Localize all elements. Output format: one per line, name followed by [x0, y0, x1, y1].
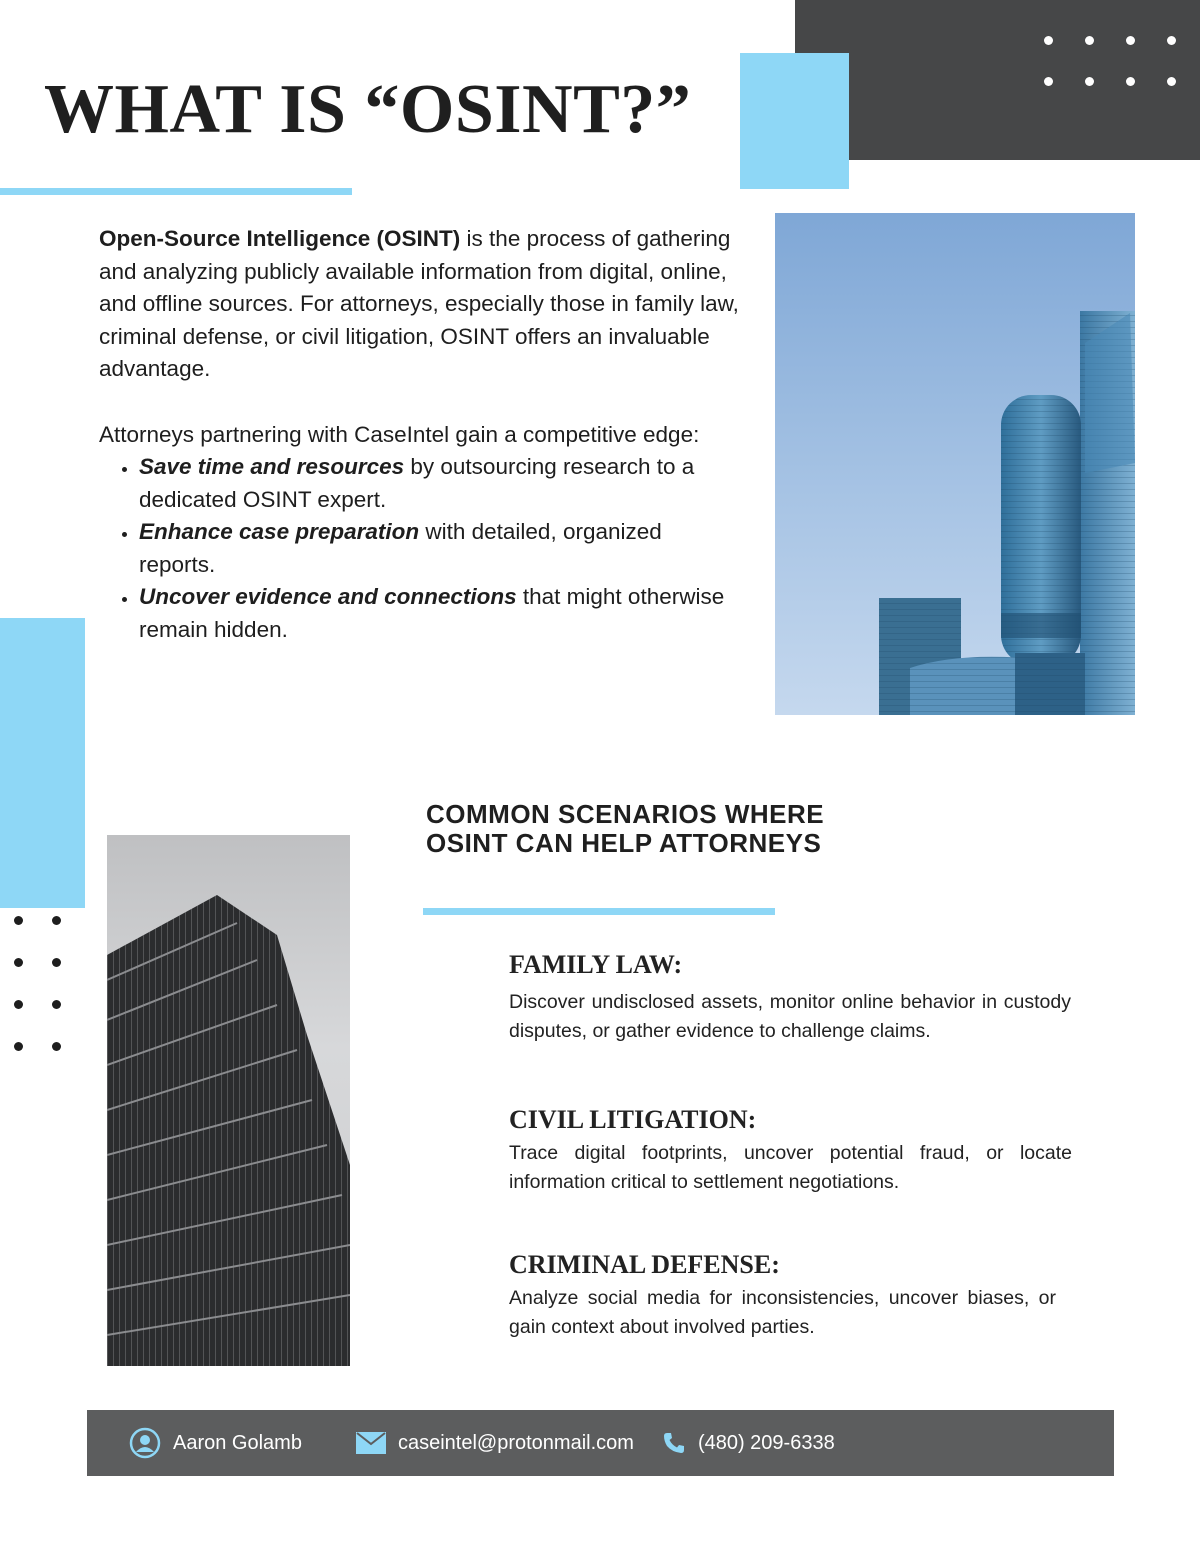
intro-paragraph [99, 223, 739, 386]
dot-pattern-top-right [1044, 36, 1175, 86]
scenario-criminal-defense [509, 1250, 1056, 1342]
scenario-text: Analyze social media for inconsistencies, uncover biases, or gain context about involved parties. [509, 1287, 1056, 1338]
intro-section [99, 223, 739, 646]
contact-name: Aaron Golamb [129, 1427, 302, 1459]
skyscrapers-illustration [775, 213, 1135, 715]
list-item: • Enhance case preparation with detailed, organized reports. [139, 516, 739, 581]
header-accent-square [740, 53, 849, 189]
scenario-civil-litigation [509, 1105, 1072, 1197]
page-title: WHAT IS “OSINT?” [44, 71, 692, 148]
list-item: • Uncover evidence and connections that might otherwise remain hidden. [139, 581, 739, 646]
mail-icon [356, 1432, 386, 1454]
left-accent-bar [0, 618, 85, 908]
contact-footer [87, 1410, 1114, 1476]
dot-pattern-left [14, 916, 60, 1051]
phone-icon [662, 1431, 686, 1455]
benefits-list [99, 451, 739, 646]
scenario-heading: FAMILY LAW: [509, 950, 683, 979]
partner-text: Attorneys partnering with CaseIntel gain a competitive edge: [99, 421, 700, 447]
contact-phone[interactable]: (480) 209-6338 [662, 1431, 835, 1455]
scenario-heading: CRIMINAL DEFENSE: [509, 1250, 780, 1279]
scenarios-underline [423, 908, 775, 915]
list-item: • Save time and resources by outsourcing research to a dedicated OSINT expert. [139, 451, 739, 516]
skyscrapers-photo [775, 213, 1135, 715]
building-illustration [107, 835, 350, 1366]
title-underline [0, 188, 352, 195]
scenarios-title: COMMON SCENARIOS WHERE OSINT CAN HELP ATTORNEYS [426, 799, 825, 858]
user-icon [129, 1427, 161, 1459]
scenario-text: Discover undisclosed assets, monitor online behavior in custody disputes, or gather evidence to challenge claims. [509, 991, 1071, 1042]
contact-email[interactable]: caseintel@protonmail.com [356, 1432, 634, 1455]
scenario-text: Trace digital footprints, uncover potential fraud, or locate information critical to settlement negotiations. [509, 1142, 1072, 1193]
scenario-family-law [509, 950, 1071, 1046]
building-photo [107, 835, 350, 1366]
intro-lead-bold: Open-Source Intelligence (OSINT) [99, 226, 461, 251]
scenario-heading: CIVIL LITIGATION: [509, 1105, 757, 1134]
intro-lead-rest: is the process of gathering and analyzing publicly available information from digital, online, and offline sources. For attorneys, especially those in family law, criminal defense, or civil litigation, OSINT offers an invaluable advantage. [99, 226, 739, 381]
